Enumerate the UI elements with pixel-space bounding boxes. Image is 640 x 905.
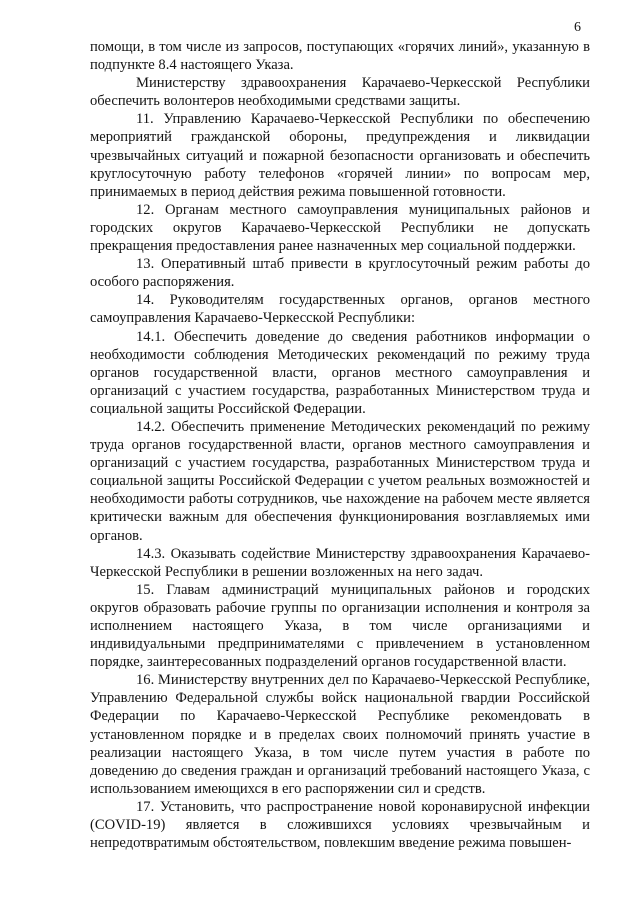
paragraph-14-3: 14.3. Оказывать содействие Министерству здравоохранения Карачаево-Черкесской Республики в решении возложенных на него задач. (90, 545, 590, 580)
paragraph-11: 11. Управлению Карачаево-Черкесской Республики по обеспечению мероприятий гражданской обороны, предупреждения и ликвидации чрезвычайных ситуаций и пожарной безопасности организовать и обеспечить круглосуточную работу телефонов «горячей линии» по вопросам мер, принимаемых в период действия режима повышенной готовности. (90, 111, 590, 200)
paragraph-15: 15. Главам администраций муниципальных районов и городских округов образовать рабочие группы по организации исполнения и контроля за исполнением настоящего Указа, в том числе организациями и индивидуальными предпринимателями с привлечением в установленном порядке, заинтересованных подразделений органов государственной власти. (90, 581, 590, 671)
paragraph-14-1: 14.1. Обеспечить доведение до сведения работников информации о необходимости соблюдения Методических рекомендаций по режиму труда органов государственной власти, органов местного самоуправления и организаций с участием государства, разработанных Министерством труда и социальной защиты Российской Федерации. (90, 328, 590, 417)
paragraph-14-2: 14.2. Обеспечить применение Методических рекомендаций по режиму труда органов государственной власти, органов местного самоуправления и организаций с участием государства, разработанных Министерством труда и социальной защиты Российской Федерации с учетом реальных возможностей и необходимости работы сотрудников, чье нахождение на рабочем месте является критически важным для обеспечения функционирования возглавляемых ими органов. (90, 418, 590, 544)
paragraph-13: 13. Оперативный штаб привести в круглосуточный режим работы до особого распоряжения. (90, 256, 590, 291)
page-number: 6 (574, 20, 581, 35)
paragraph-continuation: помощи, в том числе из запросов, поступающих «горячих линий», указанную в подпункте 8.4 настоящего Указа. (90, 39, 590, 74)
paragraph-minzdrav-volunteers: Министерству здравоохранения Карачаево-Черкесской Республики обеспечить волонтеров необходимыми средствами защиты. (90, 75, 590, 110)
document-body (90, 38, 590, 852)
paragraph-14: 14. Руководителям государственных органов, органов местного самоуправления Карачаево-Черкесской Республики: (90, 292, 590, 327)
paragraph-12: 12. Органам местного самоуправления муниципальных районов и городских округов Карачаево-Черкесской Республики не допускать прекращения предоставления ранее назначенных мер социальной поддержки. (90, 201, 590, 255)
paragraph-17: 17. Установить, что распространение новой коронавирусной инфекции (COVID-19) является в сложившихся условиях чрезвычайным и непредотвратимым обстоятельством, повлекшим введение режима повышен- (90, 798, 590, 852)
paragraph-16: 16. Министерству внутренних дел по Карачаево-Черкесской Республике, Управлению Федеральной службы войск национальной гвардии Российской Федерации по Карачаево-Черкесской Республике рекомендовать в установленном порядке и в пределах своих полномочий принять участие в реализации настоящего Указа, в том числе путем участия в работе по доведению до сведения граждан и организаций требований настоящего Указа, с использованием имеющихся в его распоряжении сил и средств. (90, 672, 590, 797)
